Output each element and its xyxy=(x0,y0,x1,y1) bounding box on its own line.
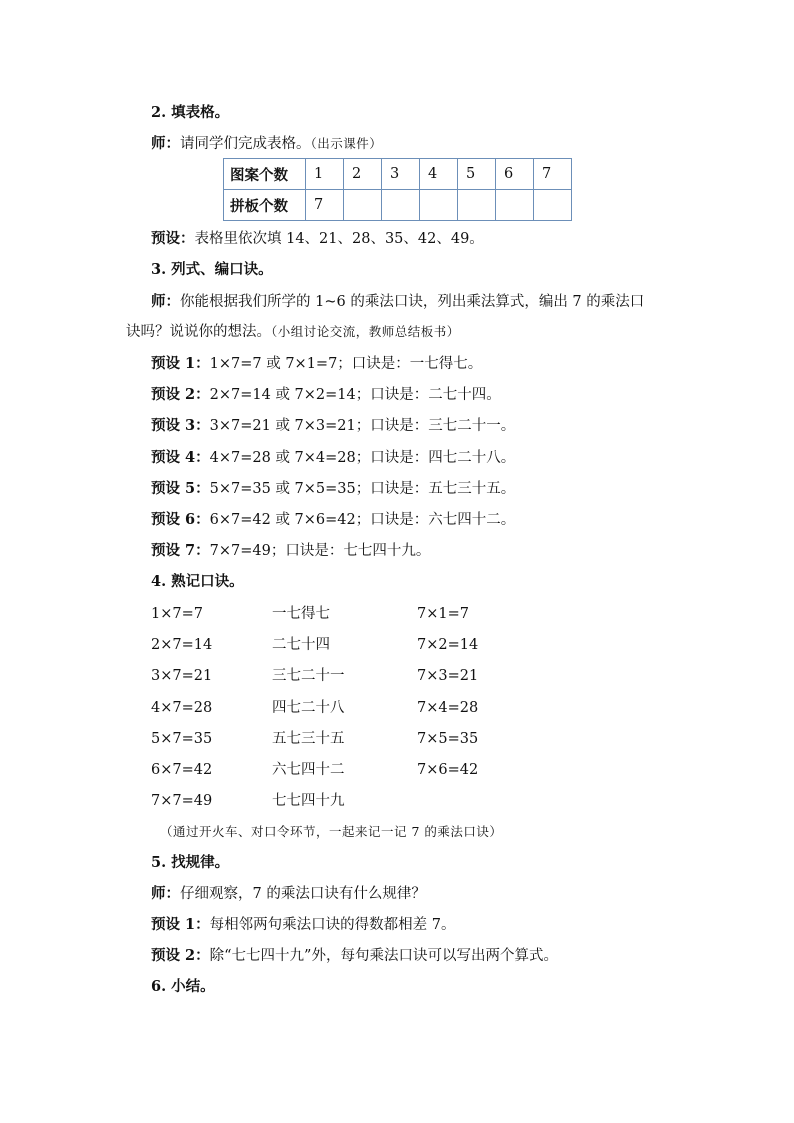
section-2-title: 2. 填表格。 xyxy=(151,104,230,121)
teacher-note: （小组讨论交流，教师总结板书） xyxy=(271,324,460,339)
rhyme-left: 6×7=42 xyxy=(151,762,213,778)
table-cell: 2 xyxy=(344,159,382,190)
preset-text: 6×7=42 或 7×6=42；口诀是：六七四十二。 xyxy=(209,512,516,528)
preset-label: 预设 1： xyxy=(151,916,210,933)
teacher-text: 仔细观察，7 的乘法口诀有什么规律？ xyxy=(180,886,426,902)
preset-label: 预设 2： xyxy=(151,947,210,964)
preset-text: 2×7=14 或 7×2=14；口诀是：二七十四。 xyxy=(209,387,501,403)
rhyme-left: 4×7=28 xyxy=(151,700,213,716)
rhyme-left: 3×7=21 xyxy=(151,668,213,684)
rhyme-right: 7×5=35 xyxy=(417,731,479,747)
teacher-label: 师： xyxy=(151,135,180,152)
rhyme-left: 1×7=7 xyxy=(151,606,203,622)
rhyme-mid: 四七二十八 xyxy=(272,700,345,716)
rhyme-mid: 三七二十一 xyxy=(272,668,345,684)
table-cell: 5 xyxy=(458,159,496,190)
preset-line xyxy=(151,354,482,374)
pattern-table xyxy=(223,158,572,221)
preset-text: 7×7=49；口诀是：七七四十九。 xyxy=(209,543,431,559)
rhyme-mid: 二七十四 xyxy=(272,637,330,653)
preset-label: 预设 1： xyxy=(151,355,210,372)
table-cell: 3 xyxy=(382,159,420,190)
rhyme-right: 7×6=42 xyxy=(417,762,479,778)
preset-line xyxy=(151,946,558,966)
teacher-note: （出示课件） xyxy=(310,136,383,151)
table-cell: 7 xyxy=(306,190,344,221)
preset-line xyxy=(151,479,515,499)
rhyme-left: 5×7=35 xyxy=(151,731,213,747)
teacher-line-3 xyxy=(151,292,644,312)
preset-label: 预设 2： xyxy=(151,386,210,403)
table-row xyxy=(224,190,572,221)
teacher-line-3b xyxy=(126,322,460,342)
preset-line xyxy=(151,416,515,436)
preset-label: 预设 7： xyxy=(151,542,210,559)
table-cell: 7 xyxy=(534,159,572,190)
table-cell xyxy=(420,190,458,221)
rhyme-right: 7×2=14 xyxy=(417,637,479,653)
table-cell xyxy=(496,190,534,221)
table-cell: 1 xyxy=(306,159,344,190)
table-cell xyxy=(458,190,496,221)
preset-text: 4×7=28 或 7×4=28；口诀是：四七二十八。 xyxy=(209,450,516,466)
teacher-text: 你能根据我们所学的 1~6 的乘法口诀，列出乘法算式，编出 7 的乘法口 xyxy=(180,294,645,310)
rhyme-mid: 六七四十二 xyxy=(272,762,345,778)
rhyme-right: 7×1=7 xyxy=(417,606,469,622)
table-head-pattern-count: 图案个数 xyxy=(224,159,306,190)
teacher-line-5 xyxy=(151,884,426,904)
rhyme-mid: 七七四十九 xyxy=(272,793,345,809)
table-cell xyxy=(382,190,420,221)
preset-text: 1×7=7 或 7×1=7；口诀是：一七得七。 xyxy=(209,356,483,372)
preset-label: 预设 4： xyxy=(151,449,210,466)
preset-line xyxy=(151,385,501,405)
teacher-line-2 xyxy=(151,134,382,154)
table-cell: 6 xyxy=(496,159,534,190)
rhyme-left: 2×7=14 xyxy=(151,637,213,653)
section-3-title: 3. 列式、编口诀。 xyxy=(151,261,273,278)
preset-label: 预设 3： xyxy=(151,417,210,434)
teacher-label: 师： xyxy=(151,293,180,310)
preset-text: 除“七七四十九”外，每句乘法口诀可以写出两个算式。 xyxy=(209,948,558,964)
preset-text: 表格里依次填 14、21、28、35、42、49。 xyxy=(194,231,484,247)
table-head-board-count: 拼板个数 xyxy=(224,190,306,221)
rhyme-mid: 一七得七 xyxy=(272,606,330,622)
preset-label: 预设 6： xyxy=(151,511,210,528)
teacher-text: 诀吗？说说你的想法。 xyxy=(126,324,271,340)
section-5-title: 5. 找规律。 xyxy=(151,854,230,871)
preset-label: 预设 5： xyxy=(151,480,210,497)
table-row xyxy=(224,159,572,190)
preset-label: 预设： xyxy=(151,230,195,247)
preset-line xyxy=(151,541,430,561)
section-4-title: 4. 熟记口诀。 xyxy=(151,573,244,590)
section-4-note: （通过开火车、对口令环节，一起来记一记 7 的乘法口诀） xyxy=(160,824,503,839)
preset-line xyxy=(151,915,455,935)
rhyme-right: 7×3=21 xyxy=(417,668,479,684)
rhyme-mid: 五七三十五 xyxy=(272,731,345,747)
rhyme-right: 7×4=28 xyxy=(417,700,479,716)
rhyme-left: 7×7=49 xyxy=(151,793,213,809)
preset-text: 3×7=21 或 7×3=21；口诀是：三七二十一。 xyxy=(209,418,516,434)
table-cell xyxy=(344,190,382,221)
section-6-title: 6. 小结。 xyxy=(151,978,215,995)
preset-text: 每相邻两句乘法口诀的得数都相差 7。 xyxy=(209,917,456,933)
table-cell: 4 xyxy=(420,159,458,190)
table-cell xyxy=(534,190,572,221)
preset-line-2 xyxy=(151,229,484,249)
preset-text: 5×7=35 或 7×5=35；口诀是：五七三十五。 xyxy=(209,481,516,497)
teacher-text: 请同学们完成表格。 xyxy=(180,136,311,152)
preset-line xyxy=(151,448,515,468)
teacher-label: 师： xyxy=(151,885,180,902)
preset-line xyxy=(151,510,515,530)
